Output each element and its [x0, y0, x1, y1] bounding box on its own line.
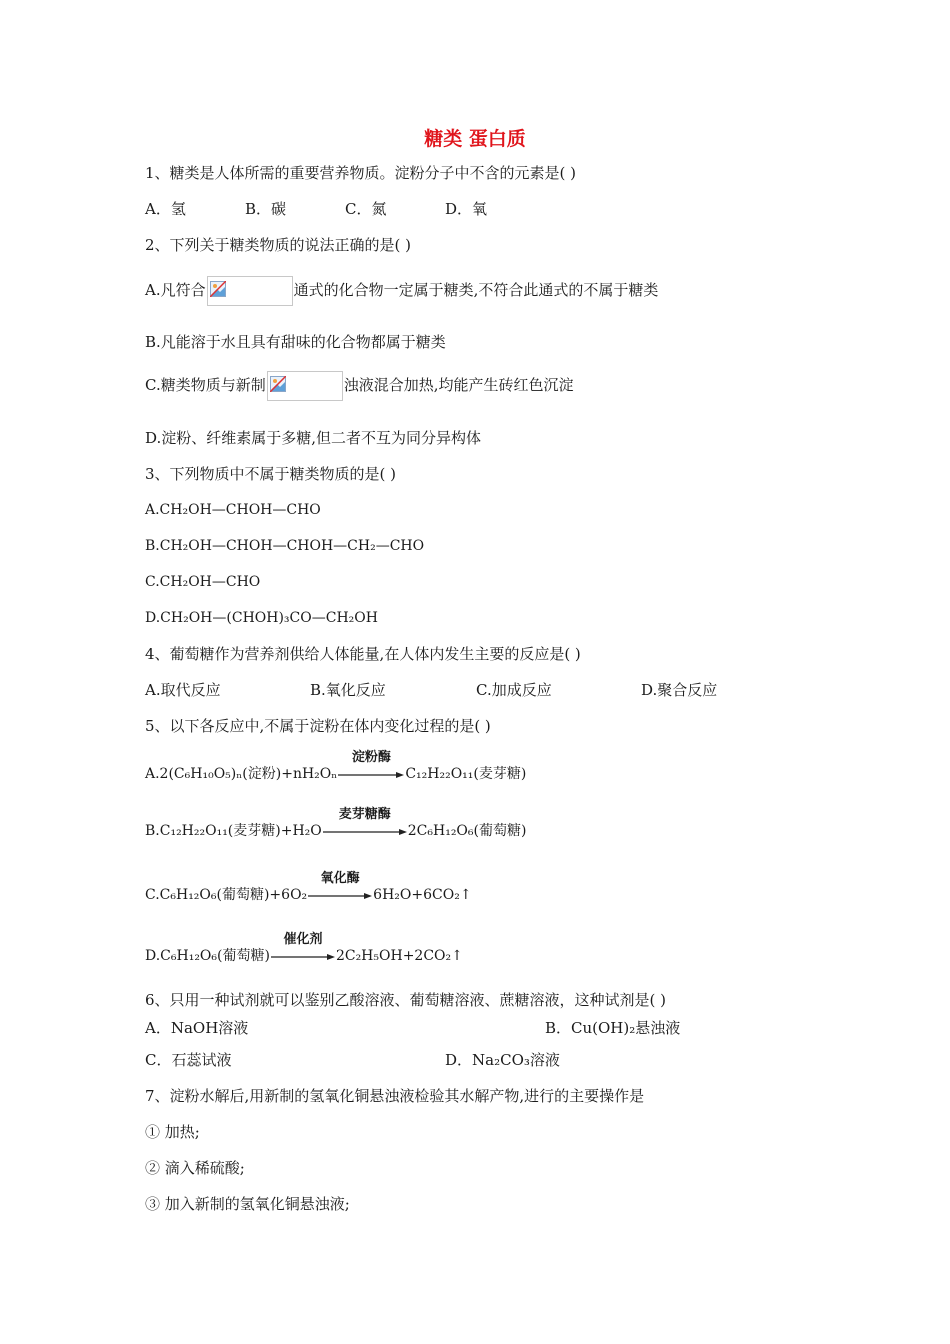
q2-option-c [145, 371, 574, 401]
question-3-stem: 3、下列物质中不属于糖类物质的是( ) [145, 465, 397, 483]
q6-option-c: C．石蕊试液 [145, 1051, 232, 1069]
q7-step-3: ③ 加入新制的氢氧化铜悬浊液; [145, 1195, 350, 1213]
question-2-stem: 2、下列关于糖类物质的说法正确的是( ) [145, 236, 412, 254]
broken-image-icon [210, 281, 226, 297]
q5-option-d [145, 930, 463, 966]
question-5-stem: 5、以下各反应中,不属于淀粉在体内变化过程的是( ) [145, 717, 491, 735]
q2-option-a-suffix: 通式的化合物一定属于糖类,不符合此通式的不属于糖类 [293, 281, 659, 299]
q1-option-c: C．氮 [345, 200, 387, 218]
reaction-products: 2C₂H₅OH+2CO₂↑ [335, 948, 463, 964]
reaction-reactants: C.C₆H₁₂O₆(葡萄糖)+6O₂ [145, 887, 308, 903]
reaction-arrow [308, 869, 372, 905]
reaction-arrow [338, 748, 404, 784]
q4-option-a: A.取代反应 [145, 681, 221, 699]
page-title: 糖类 蛋白质 [424, 128, 526, 150]
q3-option-b: B.CH₂OH—CHOH—CHOH—CH₂—CHO [145, 538, 425, 554]
q7-step-1: ① 加热; [145, 1123, 200, 1141]
q6-option-b: B．Cu(OH)₂悬浊液 [545, 1019, 681, 1037]
q3-option-a: A.CH₂OH—CHOH—CHO [145, 502, 321, 518]
catalyst-label: 催化剂 [283, 932, 323, 947]
catalyst-label: 麦芽糖酶 [338, 807, 391, 822]
reaction-reactants: B.C₁₂H₂₂O₁₁(麦芽糖)+H₂O [145, 823, 322, 839]
q7-step-2: ② 滴入稀硫酸; [145, 1159, 245, 1177]
q5-option-a [145, 748, 526, 784]
q2-option-d: D.淀粉、纤维素属于多糖,但二者不互为同分异构体 [145, 429, 482, 447]
arrow-icon [271, 953, 335, 961]
q2-option-c-prefix: C.糖类物质与新制 [145, 376, 266, 394]
q4-option-b: B.氧化反应 [310, 681, 386, 699]
q2-option-a [145, 276, 658, 306]
q2-option-a-prefix: A.凡符合 [145, 281, 206, 299]
arrow-icon [308, 892, 372, 900]
reaction-products: C₁₂H₂₂O₁₁(麦芽糖) [405, 766, 527, 782]
q5-option-c [145, 869, 472, 905]
reaction-reactants: D.C₆H₁₂O₆(葡萄糖) [145, 948, 270, 964]
question-4-stem: 4、葡萄糖作为营养剂供给人体能量,在人体内发生主要的反应是( ) [145, 645, 581, 663]
catalyst-label: 淀粉酶 [351, 750, 391, 765]
broken-formula-image [207, 276, 293, 306]
q1-option-a: A．氢 [145, 200, 186, 218]
q4-option-c: C.加成反应 [476, 681, 552, 699]
question-6-stem: 6、只用一种试剂就可以鉴别乙酸溶液、葡萄糖溶液、蔗糖溶液，这种试剂是( ) [145, 991, 667, 1009]
q3-option-d: D.CH₂OH—(CHOH)₃CO—CH₂OH [145, 610, 378, 626]
reaction-products: 6H₂O+6CO₂↑ [373, 887, 472, 903]
q1-option-b: B．碳 [245, 200, 287, 218]
q4-option-d: D.聚合反应 [641, 681, 718, 699]
q2-option-c-suffix: 浊液混合加热,均能产生砖红色沉淀 [343, 376, 574, 394]
reaction-products: 2C₆H₁₂O₆(葡萄糖) [407, 823, 527, 839]
reaction-reactants: A.2(C₆H₁₀O₅)ₙ(淀粉)+nH₂Oₙ [145, 766, 338, 782]
reaction-arrow [323, 805, 407, 841]
reaction-arrow [271, 930, 335, 966]
catalyst-label: 氧化酶 [320, 871, 360, 886]
broken-image-icon [270, 376, 286, 392]
arrow-icon [323, 828, 407, 836]
broken-formula-image [267, 371, 343, 401]
q6-option-a: A．NaOH溶液 [145, 1019, 249, 1037]
q3-option-c: C.CH₂OH—CHO [145, 574, 261, 590]
q2-option-b: B.凡能溶于水且具有甜味的化合物都属于糖类 [145, 333, 446, 351]
arrow-icon [338, 771, 404, 779]
q6-option-d: D．Na₂CO₃溶液 [445, 1051, 560, 1069]
question-1-stem: 1、糖类是人体所需的重要营养物质。淀粉分子中不含的元素是( ) [145, 164, 577, 182]
q1-option-d: D．氧 [445, 200, 488, 218]
q5-option-b [145, 805, 526, 841]
question-7-stem: 7、淀粉水解后,用新制的氢氧化铜悬浊液检验其水解产物,进行的主要操作是 [145, 1087, 645, 1105]
